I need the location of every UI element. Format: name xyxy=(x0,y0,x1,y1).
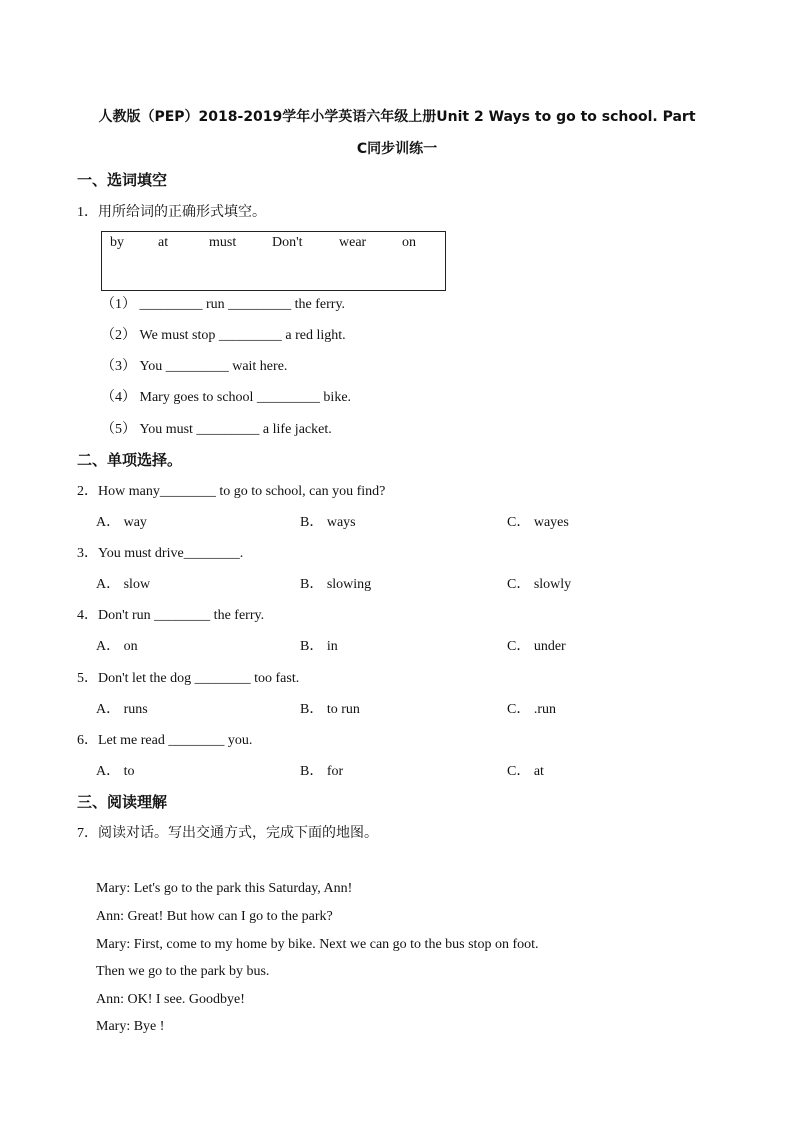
question-stem: How many________ to go to school, can you find? xyxy=(98,484,386,499)
fill-in-item-3: （3） You _________ wait here. xyxy=(101,359,288,374)
page-title: 人教版（PEP）2018-2019学年小学英语六年级上册Unit 2 Ways to go to school. Part xyxy=(98,109,696,125)
question-number: 7． xyxy=(77,826,98,841)
section-heading-multiple-choice: 二、单项选择。 xyxy=(77,451,183,469)
fill-in-item-4: （4） Mary goes to school _________ bike. xyxy=(101,390,352,405)
question-stem: You must drive________. xyxy=(98,546,244,561)
option-b: B． ways xyxy=(300,515,356,530)
fill-in-item-5: （5） You must _________ a life jacket. xyxy=(101,422,332,437)
word-bank-item: Don't xyxy=(272,235,303,250)
question-number: 4． xyxy=(77,608,98,623)
dialogue-line: Mary: Let's go to the park this Saturday, Ann! xyxy=(96,881,353,896)
option-a: A． runs xyxy=(96,702,148,717)
question-2 xyxy=(77,480,385,500)
fill-in-item-2: （2） We must stop _________ a red light. xyxy=(101,328,346,343)
option-c: C． under xyxy=(507,639,566,654)
question-number: 1． xyxy=(77,205,98,220)
dialogue-line: Ann: Great! But how can I go to the park? xyxy=(96,909,333,924)
dialogue-line: Mary: First, come to my home by bike. Next we can go to the bus stop on foot. xyxy=(96,937,539,952)
option-a: A． to xyxy=(96,764,135,779)
question-number: 6． xyxy=(77,733,98,748)
question-stem: Don't let the dog ________ too fast. xyxy=(98,671,300,686)
section-heading-fill-in: 一、选词填空 xyxy=(77,171,168,189)
dialogue-line: Mary: Bye ! xyxy=(96,1019,165,1034)
word-bank-item: on xyxy=(402,235,416,250)
question-5 xyxy=(77,667,299,687)
option-b: B． slowing xyxy=(300,577,372,592)
question-3 xyxy=(77,542,243,562)
question-number: 3． xyxy=(77,546,98,561)
question-number: 5． xyxy=(77,671,98,686)
option-c: C． wayes xyxy=(507,515,569,530)
word-bank-item: must xyxy=(209,235,237,250)
option-b: B． in xyxy=(300,639,338,654)
option-b: B． for xyxy=(300,764,344,779)
question-stem: Don't run ________ the ferry. xyxy=(98,608,265,623)
word-bank-item: at xyxy=(158,235,169,250)
word-bank-item: by xyxy=(110,235,124,250)
page-title-line2: C同步训练一 xyxy=(356,141,438,157)
question-1 xyxy=(77,201,266,221)
question-7 xyxy=(77,822,378,842)
fill-in-item-1: （1） _________ run _________ the ferry. xyxy=(101,297,346,312)
word-bank-item: wear xyxy=(339,235,367,250)
option-b: B． to run xyxy=(300,702,360,717)
section-heading-reading: 三、阅读理解 xyxy=(77,793,168,811)
question-prompt: 阅读对话。写出交通方式，完成下面的地图。 xyxy=(98,825,378,841)
dialogue-line: Then we go to the park by bus. xyxy=(96,964,270,979)
question-6 xyxy=(77,729,252,749)
dialogue-line: Ann: OK! I see. Goodbye! xyxy=(96,992,245,1007)
option-a: A． on xyxy=(96,639,138,654)
question-number: 2． xyxy=(77,484,98,499)
option-a: A． slow xyxy=(96,577,151,592)
option-a: A． way xyxy=(96,515,147,530)
question-stem: Let me read ________ you. xyxy=(98,733,253,748)
option-c: C． at xyxy=(507,764,544,779)
question-4 xyxy=(77,604,264,624)
option-c: C． .run xyxy=(507,702,556,717)
option-c: C． slowly xyxy=(507,577,572,592)
question-prompt: 用所给词的正确形式填空。 xyxy=(98,204,266,220)
